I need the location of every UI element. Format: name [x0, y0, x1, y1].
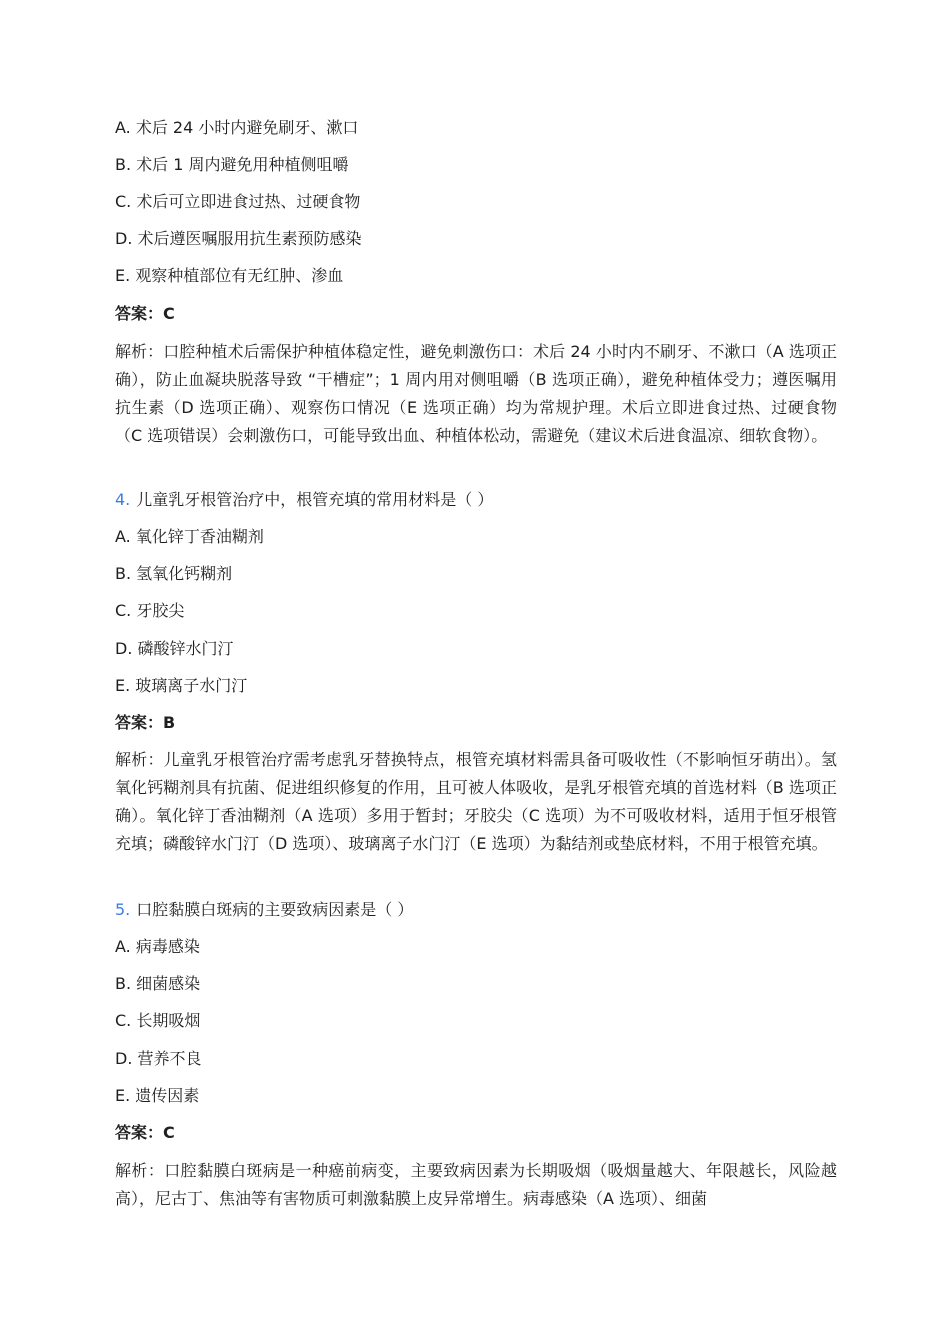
- q5-option-d: D. 营养不良: [115, 1049, 202, 1068]
- q5-option-a: A. 病毒感染: [115, 937, 200, 956]
- q5-question: [115, 900, 837, 920]
- q3-answer: 答案：C: [115, 304, 175, 323]
- q3-analysis: 解析：口腔种植术后需保护种植体稳定性，避免刺激伤口：术后 24 小时内不刷牙、不漱口（A 选项正确），防止血凝块脱落导致 “干槽症”；1 周内用对侧咀嚼（B 选项正确），避免种植体受力；遵医嘱用抗生素（D 选项正确）、观察伤口情况（E 选项正确）均为常规护理。术后立即进食过热、过硬食物（C 选项错误）会刺激伤口，可能导致出血、种植体松动，需避免（建议术后进食温凉、细软食物）。: [115, 342, 837, 445]
- q5-option-e: E. 遗传因素: [115, 1086, 200, 1105]
- q5-answer: 答案：C: [115, 1123, 175, 1142]
- q3-option-a: A. 术后 24 小时内避免刷牙、漱口: [115, 118, 359, 137]
- q5-option-c: C. 长期吸烟: [115, 1011, 201, 1030]
- q3-option-b: B. 术后 1 周内避免用种植侧咀嚼: [115, 155, 349, 174]
- q5-analysis: 解析：口腔黏膜白斑病是一种癌前病变，主要致病因素为长期吸烟（吸烟量越大、年限越长，风险越高），尼古丁、焦油等有害物质可刺激黏膜上皮异常增生。病毒感染（A 选项）、细菌: [115, 1161, 837, 1208]
- q4-analysis: 解析：儿童乳牙根管治疗需考虑乳牙替换特点，根管充填材料需具备可吸收性（不影响恒牙萌出）。氢氧化钙糊剂具有抗菌、促进组织修复的作用，且可被人体吸收，是乳牙根管充填的首选材料（B 选项正确）。氧化锌丁香油糊剂（A 选项）多用于暂封；牙胶尖（C 选项）为不可吸收材料，适用于恒牙根管充填；磷酸锌水门汀（D 选项）、玻璃离子水门汀（E 选项）为黏结剂或垫底材料，不用于根管充填。: [115, 750, 837, 853]
- q4-option-e: E. 玻璃离子水门汀: [115, 676, 248, 695]
- q3-option-d: D. 术后遵医嘱服用抗生素预防感染: [115, 229, 362, 248]
- q4-option-a: A. 氧化锌丁香油糊剂: [115, 527, 264, 546]
- q4-option-c: C. 牙胶尖: [115, 601, 185, 620]
- q4-question: [115, 490, 837, 510]
- q4-option-b: B. 氢氧化钙糊剂: [115, 564, 233, 583]
- q4-answer: 答案：B: [115, 713, 176, 732]
- q4-option-d: D. 磷酸锌水门汀: [115, 639, 234, 658]
- q5-question-text: 口腔黏膜白斑病的主要致病因素是（ ）: [136, 900, 414, 919]
- q3-option-c: C. 术后可立即进食过热、过硬食物: [115, 192, 361, 211]
- q5-number: 5.: [115, 900, 131, 919]
- q3-option-e: E. 观察种植部位有无红肿、渗血: [115, 266, 344, 285]
- q4-question-text: 儿童乳牙根管治疗中，根管充填的常用材料是（ ）: [136, 490, 494, 509]
- q5-option-b: B. 细菌感染: [115, 974, 201, 993]
- q4-number: 4.: [115, 490, 131, 509]
